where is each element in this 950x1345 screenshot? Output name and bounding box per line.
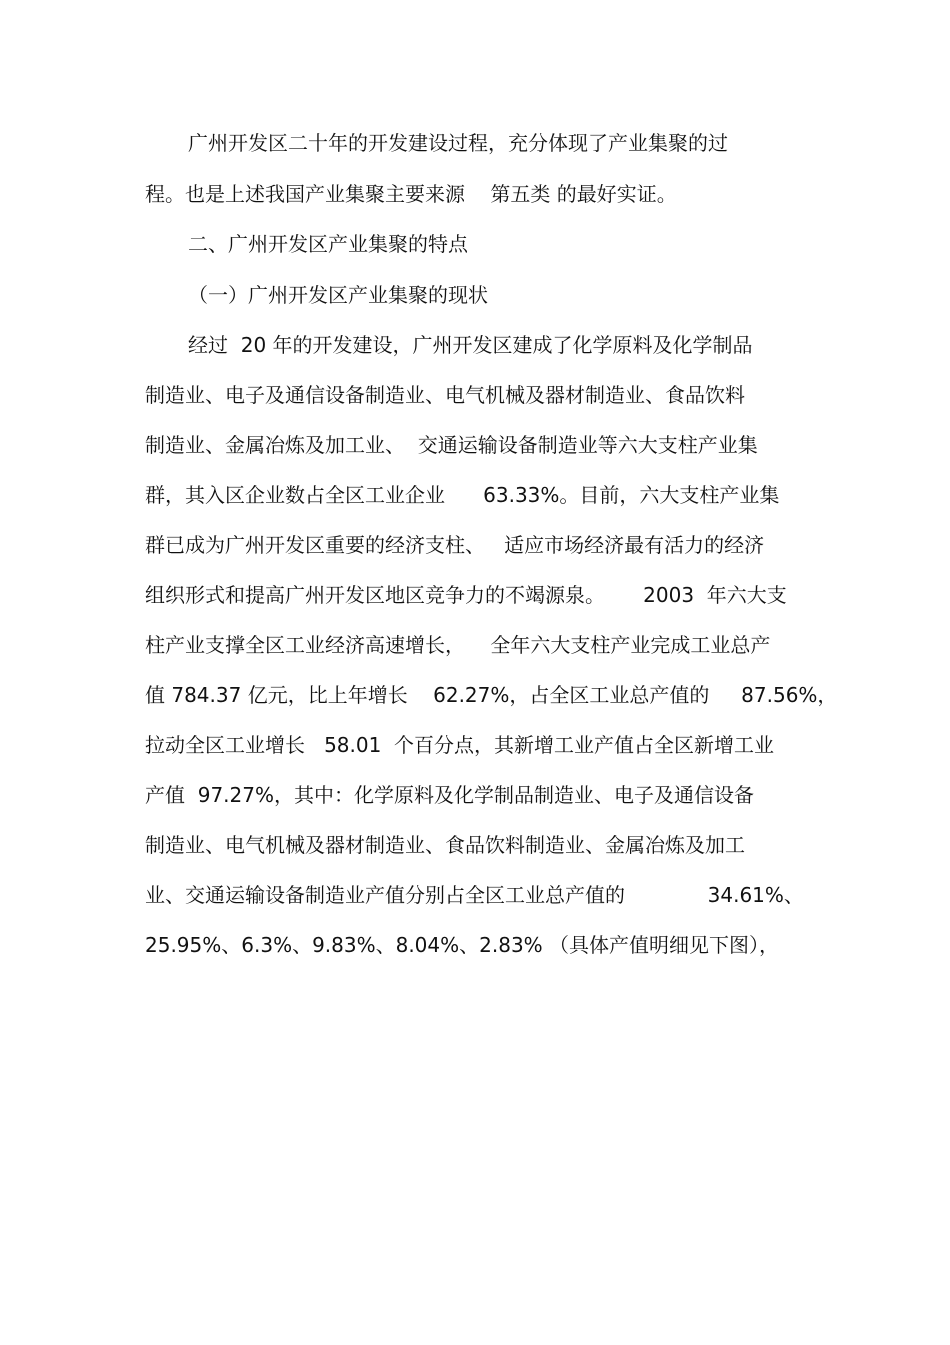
paragraph-1-line-1: 广州开发区二十年的开发建设过程，充分体现了产业集聚的过: [188, 131, 728, 155]
paragraph-2-line-6: 组织形式和提高广州开发区地区竞争力的不竭源泉。 2003 年六大支: [145, 583, 787, 607]
paragraph-2-line-3: 制造业、金属冶炼及加工业、 交通运输设备制造业等六大支柱产业集: [145, 433, 758, 457]
paragraph-2-line-1: 经过 20 年的开发建设，广州开发区建成了化学原料及化学制品: [188, 333, 753, 357]
paragraph-2-line-2: 制造业、电子及通信设备制造业、电气机械及器材制造业、食品饮料: [145, 383, 745, 407]
paragraph-2-line-13: 25.95%、6.3%、9.83%、8.04%、2.83% （具体产值明细见下图），: [145, 933, 780, 957]
paragraph-2-line-4: 群，其入区企业数占全区工业企业 63.33%。目前，六大支柱产业集: [145, 483, 780, 507]
paragraph-1-line-2: 程。也是上述我国产业集聚主要来源 第五类 的最好实证。: [145, 182, 677, 206]
paragraph-2-line-9: 拉动全区工业增长 58.01 个百分点，其新增工业产值占全区新增工业: [145, 733, 775, 757]
subsection-heading: （一）广州开发区产业集聚的现状: [188, 283, 488, 307]
paragraph-2-line-12: 业、交通运输设备制造业产值分别占全区工业总产值的 34.61%、: [145, 883, 804, 907]
paragraph-2-line-7: 柱产业支撑全区工业经济高速增长， 全年六大支柱产业完成工业总产: [145, 633, 771, 657]
paragraph-2-line-10: 产值 97.27%，其中：化学原料及化学制品制造业、电子及通信设备: [145, 783, 754, 807]
paragraph-2-line-11: 制造业、电气机械及器材制造业、食品饮料制造业、金属冶炼及加工: [145, 833, 745, 857]
paragraph-2-line-8: 值 784.37 亿元，比上年增长 62.27%，占全区工业总产值的 87.56%，: [145, 683, 838, 707]
section-heading: 二、广州开发区产业集聚的特点: [188, 232, 468, 256]
paragraph-2-line-5: 群已成为广州开发区重要的经济支柱、 适应市场经济最有活力的经济: [145, 533, 765, 557]
